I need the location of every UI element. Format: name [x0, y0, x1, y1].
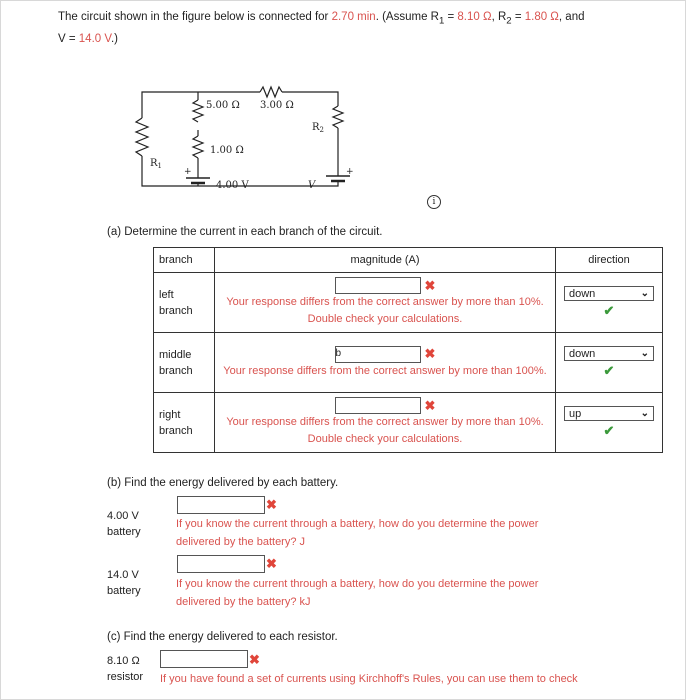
header-magnitude: magnitude (A)	[215, 248, 556, 273]
part-c-prompt: (c) Find the energy delivered to each resistor.	[107, 631, 338, 643]
part-b-prompt: (b) Find the energy delivered by each battery.	[107, 477, 339, 489]
check-icon: ✔	[603, 303, 615, 318]
branch-label: middle branch	[154, 333, 215, 393]
resistor-r1-energy-input[interactable]	[160, 650, 248, 668]
left-branch-direction-select[interactable]: down ⌄	[564, 286, 654, 301]
right-branch-magnitude-input[interactable]	[335, 397, 421, 414]
branch-label: right branch	[154, 393, 215, 453]
battery-14v-hint: If you know the current through a battery, how do you determine the power delivered by the battery? kJ	[176, 578, 539, 608]
middle-resistor-lower	[193, 136, 203, 158]
check-icon: ✔	[603, 423, 615, 438]
battery-14v-energy-input[interactable]	[177, 555, 265, 573]
label-v: V	[308, 180, 316, 191]
chevron-down-icon: ⌄	[640, 408, 649, 419]
header-branch: branch	[154, 248, 215, 273]
r1-resistor	[136, 118, 148, 156]
x-icon: ✖	[424, 346, 436, 361]
table-row	[154, 393, 663, 453]
x-icon: ✖	[266, 497, 277, 512]
resistor-r1-hint: If you have found a set of currents using Kirchhoff's Rules, you can use them to check	[160, 673, 578, 685]
plus-right: +	[346, 167, 354, 177]
battery-4v-hint: If you know the current through a battery, how do you determine the power delivered by the battery? J	[176, 518, 539, 548]
x-icon: ✖	[266, 556, 277, 571]
table-row	[154, 333, 663, 393]
r2-value: 1.80 Ω	[524, 11, 559, 23]
currents-table	[153, 247, 663, 453]
plus-left: +	[184, 167, 192, 177]
middle-branch-direction-select[interactable]: down ⌄	[564, 346, 654, 361]
question-text: The circuit shown in the figure below is connected for 2.70 min. (Assume $R_1 = 8.10$ Ω, $R_2 = 1.80$ Ω, and V = 14.0 V.)	[58, 11, 585, 46]
x-icon: ✖	[424, 277, 436, 293]
battery-4v-energy-input[interactable]	[177, 496, 265, 514]
check-icon: ✔	[603, 363, 615, 378]
x-icon: ✖	[424, 397, 436, 413]
chevron-down-icon: ⌄	[640, 348, 649, 359]
time-value: 2.70 min	[331, 11, 376, 23]
battery-4v-label: 4.00 V battery	[107, 510, 141, 538]
battery-14v-label: 14.0 V battery	[107, 569, 141, 597]
label-1ohm: 1.00 Ω	[210, 145, 244, 156]
feedback-message: Your response differs from the correct answer by more than 10%. Double check your calculations.	[226, 296, 544, 325]
chevron-down-icon: ⌄	[640, 288, 649, 299]
left-branch-magnitude-input[interactable]	[335, 277, 421, 294]
table-row	[154, 273, 663, 333]
label-5ohm: 5.00 Ω	[206, 100, 240, 111]
feedback-message: Your response differs from the correct answer by more than 100%.	[223, 364, 547, 377]
label-4v: 4.00 V	[216, 180, 249, 191]
top-resistor	[260, 87, 282, 97]
label-r1: $R_1$	[150, 158, 162, 170]
middle-resistor-upper	[193, 100, 203, 122]
info-icon[interactable]: i	[427, 195, 441, 209]
r1-value: 8.10 Ω	[457, 11, 492, 23]
header-direction: direction	[556, 248, 663, 273]
middle-branch-magnitude-input[interactable]: b	[335, 346, 421, 363]
circuit-diagram	[120, 78, 360, 198]
branch-label: left branch	[154, 273, 215, 333]
right-branch-direction-select[interactable]: up ⌄	[564, 406, 654, 421]
x-icon: ✖	[249, 652, 260, 667]
part-a-prompt: (a) Determine the current in each branch of the circuit.	[107, 226, 383, 238]
label-r2: $R_2$	[312, 122, 324, 134]
label-3ohm: 3.00 Ω	[260, 100, 294, 111]
feedback-message: Your response differs from the correct answer by more than 10%. Double check your calculations.	[226, 416, 544, 445]
r2-resistor	[333, 106, 343, 128]
v-value: 14.0 V	[78, 33, 111, 46]
resistor-r1-label: 8.10 Ω resistor	[107, 655, 144, 683]
